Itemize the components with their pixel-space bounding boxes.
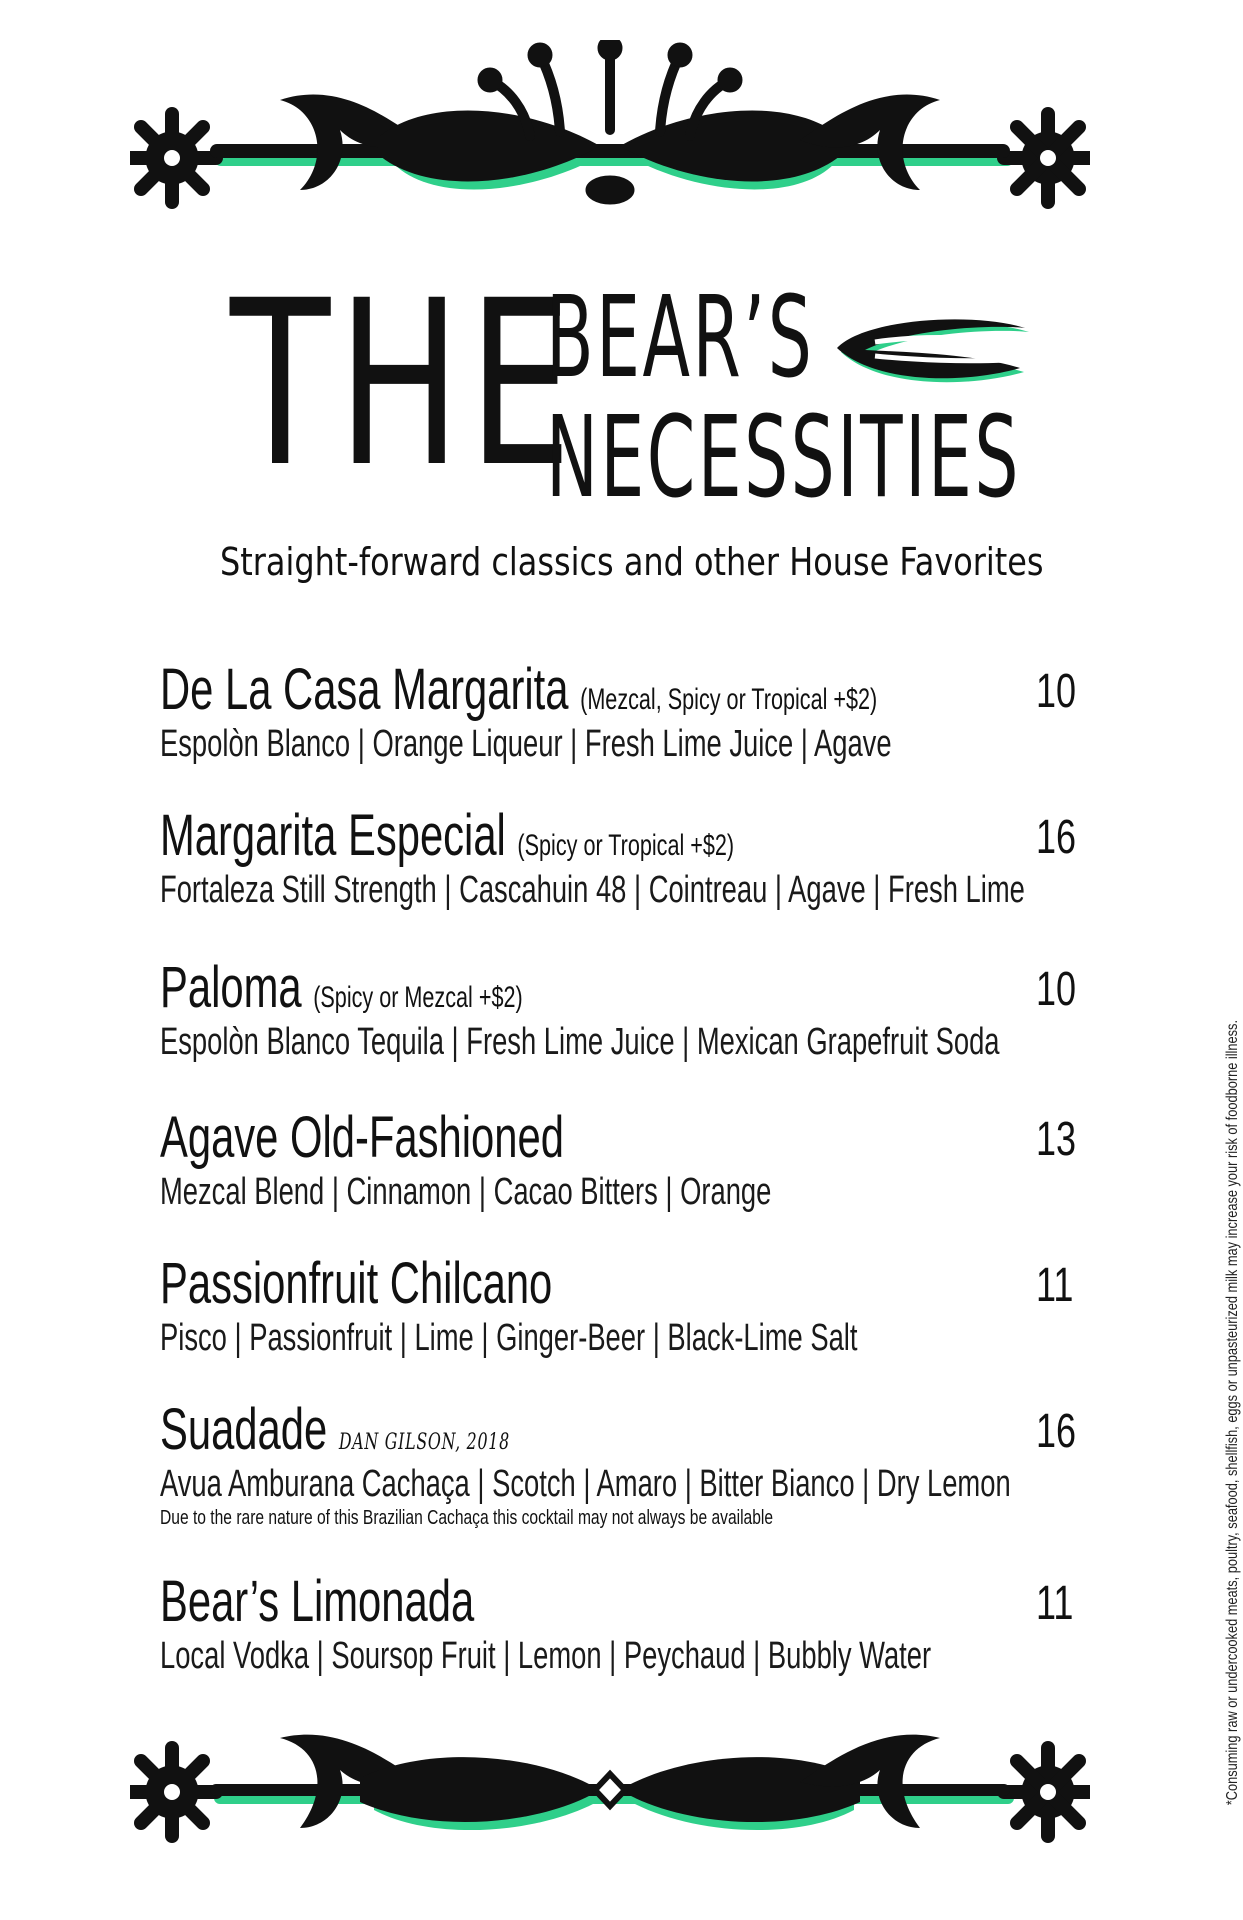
item-price: 11 bbox=[1036, 1577, 1074, 1630]
item-ingredients: Avua Amburana Cachaça | Scotch | Amaro | Bitter Bianco | Dry Lemon bbox=[160, 1463, 1011, 1505]
item-availability-note: Due to the rare nature of this Brazilian Cachaça this cocktail may not always be available bbox=[160, 1507, 774, 1529]
item-ingredients: Espolòn Blanco | Orange Liqueur | Fresh Lime Juice | Agave bbox=[160, 723, 892, 765]
item-name: Passionfruit Chilcano bbox=[160, 1251, 553, 1316]
item-name: Suadade bbox=[160, 1397, 328, 1462]
menu-item bbox=[160, 804, 1080, 912]
title-bears: BEAR’S bbox=[546, 273, 815, 403]
title-necessities: NECESSITIES bbox=[546, 393, 1021, 523]
item-ingredients: Local Vodka | Soursop Fruit | Lemon | Peychaud | Bubbly Water bbox=[160, 1635, 932, 1677]
item-note: (Spicy or Tropical +$2) bbox=[517, 829, 735, 862]
menu-item bbox=[160, 658, 1080, 766]
item-ingredients: Pisco | Passionfruit | Lime | Ginger-Beer | Black-Lime Salt bbox=[160, 1317, 858, 1359]
health-disclaimer: *Consuming raw or undercooked meats, poultry, seafood, shellfish, eggs or unpasteurized milk may increase your risk of foodborne illness. bbox=[1224, 1020, 1241, 1806]
item-price: 13 bbox=[1036, 1113, 1077, 1166]
item-price: 16 bbox=[1036, 1405, 1077, 1458]
item-ingredients: Fortaleza Still Strength | Cascahuin 48 | Cointreau | Agave | Fresh Lime bbox=[160, 869, 1025, 911]
item-name: Paloma bbox=[160, 955, 302, 1020]
item-name: De La Casa Margarita bbox=[160, 657, 569, 722]
top-ornament-icon bbox=[130, 40, 1090, 240]
menu-item bbox=[160, 1570, 1080, 1678]
title-the: THE bbox=[230, 251, 580, 517]
menu-subtitle: Straight-forward classics and other House Favorites bbox=[220, 540, 1044, 584]
item-price: 11 bbox=[1036, 1259, 1074, 1312]
title-flourish-icon bbox=[825, 298, 1030, 388]
menu-item bbox=[160, 1106, 1080, 1214]
item-note: (Spicy or Mezcal +$2) bbox=[313, 981, 523, 1014]
menu-item bbox=[160, 1398, 1080, 1530]
item-name: Bear’s Limonada bbox=[160, 1569, 475, 1634]
item-ingredients: Mezcal Blend | Cinnamon | Cacao Bitters | Orange bbox=[160, 1171, 772, 1213]
menu-item bbox=[160, 1252, 1080, 1360]
item-note: (Mezcal, Spicy or Tropical +$2) bbox=[580, 683, 878, 716]
item-price: 10 bbox=[1036, 665, 1077, 718]
bottom-ornament-icon bbox=[130, 1718, 1090, 1868]
menu-item bbox=[160, 956, 1080, 1064]
item-price: 16 bbox=[1036, 811, 1077, 864]
item-credit: DAN GILSON, 2018 bbox=[338, 1430, 510, 1455]
item-name: Margarita Especial bbox=[160, 803, 506, 868]
item-price: 10 bbox=[1036, 963, 1077, 1016]
menu-title bbox=[210, 251, 1030, 530]
item-ingredients: Espolòn Blanco Tequila | Fresh Lime Juice | Mexican Grapefruit Soda bbox=[160, 1021, 1000, 1063]
item-name: Agave Old-Fashioned bbox=[160, 1105, 564, 1170]
